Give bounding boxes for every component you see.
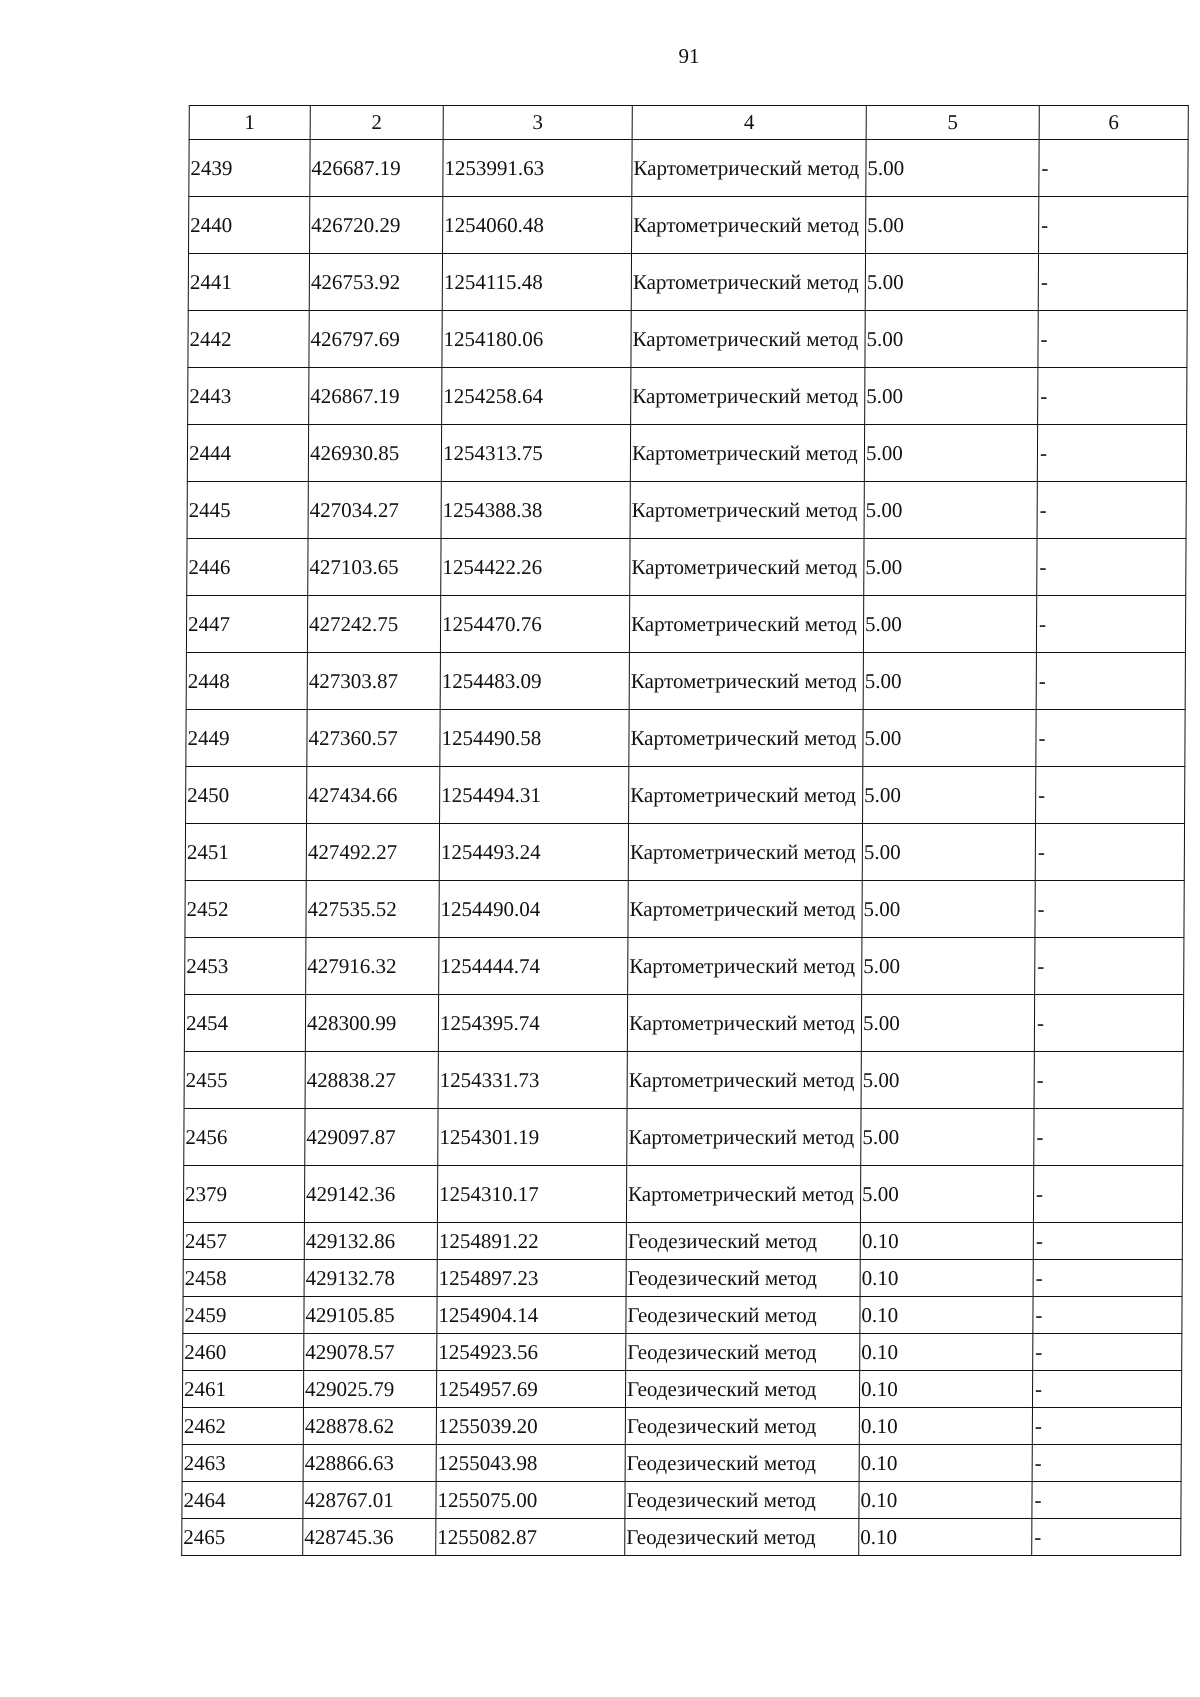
method-cell: Геодезический метод: [626, 1223, 860, 1260]
accuracy-cell: 5.00: [862, 824, 1035, 881]
x-coordinate-cell: 427492.27: [306, 824, 439, 881]
note-cell: -: [1033, 1223, 1182, 1260]
method-cell: Картометрический метод: [630, 539, 864, 596]
method-cell: Картометрический метод: [629, 767, 863, 824]
table-row: [183, 1334, 1182, 1371]
table-row: [184, 1109, 1183, 1166]
x-coordinate-cell: 427535.52: [306, 881, 439, 938]
note-cell: -: [1036, 653, 1185, 710]
point-number-cell: 2445: [187, 482, 308, 539]
point-number-cell: 2441: [188, 254, 309, 311]
note-cell: -: [1032, 1445, 1181, 1482]
method-cell: Картометрический метод: [630, 425, 864, 482]
accuracy-cell: 5.00: [865, 311, 1038, 368]
table-row: [186, 767, 1185, 824]
note-cell: -: [1033, 1166, 1182, 1223]
accuracy-cell: 5.00: [864, 482, 1037, 539]
column-header: 2: [310, 106, 443, 140]
y-coordinate-cell: 1254957.69: [436, 1371, 625, 1408]
method-cell: Картометрический метод: [628, 938, 862, 995]
accuracy-cell: 5.00: [862, 881, 1035, 938]
method-cell: Картометрический метод: [628, 881, 862, 938]
point-number-cell: 2449: [186, 710, 307, 767]
accuracy-cell: 0.10: [859, 1445, 1032, 1482]
accuracy-cell: 5.00: [865, 368, 1038, 425]
y-coordinate-cell: 1255082.87: [436, 1519, 625, 1556]
note-cell: -: [1035, 824, 1184, 881]
point-number-cell: 2459: [183, 1297, 304, 1334]
y-coordinate-cell: 1255075.00: [436, 1482, 625, 1519]
table-row: [187, 539, 1186, 596]
table-row: [185, 938, 1184, 995]
accuracy-cell: 5.00: [860, 1166, 1033, 1223]
method-cell: Картометрический метод: [629, 710, 863, 767]
note-cell: -: [1037, 425, 1186, 482]
accuracy-cell: 0.10: [860, 1260, 1033, 1297]
table-row: [187, 425, 1186, 482]
page-number: 91: [678, 44, 700, 68]
method-cell: Картометрический метод: [631, 254, 865, 311]
x-coordinate-cell: 428745.36: [303, 1519, 436, 1556]
point-number-cell: 2448: [186, 653, 307, 710]
table-row: [183, 1297, 1182, 1334]
table-row: [182, 1371, 1181, 1408]
method-cell: Геодезический метод: [625, 1445, 859, 1482]
x-coordinate-cell: 428878.62: [303, 1408, 436, 1445]
table-row: [188, 311, 1187, 368]
method-cell: Геодезический метод: [626, 1334, 860, 1371]
x-coordinate-cell: 426930.85: [308, 425, 441, 482]
method-cell: Картометрический метод: [631, 311, 865, 368]
accuracy-cell: 5.00: [861, 1052, 1034, 1109]
x-coordinate-cell: 427434.66: [307, 767, 440, 824]
point-number-cell: 2462: [182, 1408, 303, 1445]
y-coordinate-cell: 1254395.74: [438, 995, 627, 1052]
table-row: [186, 653, 1185, 710]
point-number-cell: 2452: [185, 881, 306, 938]
table-row: [183, 1166, 1182, 1223]
accuracy-cell: 5.00: [864, 539, 1037, 596]
y-coordinate-cell: 1254494.31: [440, 767, 629, 824]
accuracy-cell: 5.00: [864, 425, 1037, 482]
table-row: [187, 482, 1186, 539]
accuracy-cell: 0.10: [859, 1482, 1032, 1519]
note-cell: -: [1039, 140, 1188, 197]
y-coordinate-cell: 1254331.73: [438, 1052, 627, 1109]
x-coordinate-cell: 427103.65: [308, 539, 441, 596]
method-cell: Картометрический метод: [630, 482, 864, 539]
accuracy-cell: 0.10: [859, 1519, 1032, 1556]
method-cell: Картометрический метод: [626, 1166, 860, 1223]
point-number-cell: 2463: [182, 1445, 303, 1482]
point-number-cell: 2453: [185, 938, 306, 995]
table-row: [189, 140, 1188, 197]
y-coordinate-cell: 1254904.14: [437, 1297, 626, 1334]
y-coordinate-cell: 1255039.20: [436, 1408, 625, 1445]
y-coordinate-cell: 1254115.48: [442, 254, 631, 311]
table-row: [183, 1223, 1182, 1260]
table-row: [182, 1482, 1181, 1519]
y-coordinate-cell: 1254923.56: [437, 1334, 626, 1371]
accuracy-cell: 0.10: [860, 1223, 1033, 1260]
point-number-cell: 2447: [186, 596, 307, 653]
method-cell: Картометрический метод: [628, 824, 862, 881]
point-number-cell: 2460: [183, 1334, 304, 1371]
y-coordinate-cell: 1254490.58: [440, 710, 629, 767]
method-cell: Геодезический метод: [625, 1482, 859, 1519]
x-coordinate-cell: 426867.19: [309, 368, 442, 425]
note-cell: -: [1032, 1408, 1181, 1445]
table-row: [189, 197, 1188, 254]
table-row: [183, 1260, 1182, 1297]
accuracy-cell: 5.00: [863, 596, 1036, 653]
table-row: [182, 1408, 1181, 1445]
accuracy-cell: 5.00: [862, 938, 1035, 995]
point-number-cell: 2439: [189, 140, 310, 197]
y-coordinate-cell: 1254180.06: [442, 311, 631, 368]
note-cell: -: [1038, 368, 1187, 425]
x-coordinate-cell: 429132.78: [304, 1260, 437, 1297]
table-row: [185, 824, 1184, 881]
note-cell: -: [1039, 197, 1188, 254]
point-number-cell: 2450: [186, 767, 307, 824]
table-header-row: [189, 106, 1188, 140]
x-coordinate-cell: 428866.63: [303, 1445, 436, 1482]
point-number-cell: 2443: [188, 368, 309, 425]
accuracy-cell: 5.00: [866, 197, 1039, 254]
coordinates-table: [181, 105, 1189, 1556]
note-cell: -: [1033, 1260, 1182, 1297]
point-number-cell: 2455: [184, 1052, 305, 1109]
y-coordinate-cell: 1253991.63: [443, 140, 632, 197]
accuracy-cell: 5.00: [865, 254, 1038, 311]
y-coordinate-cell: 1254313.75: [441, 425, 630, 482]
y-coordinate-cell: 1254470.76: [440, 596, 629, 653]
x-coordinate-cell: 427303.87: [307, 653, 440, 710]
point-number-cell: 2442: [188, 311, 309, 368]
accuracy-cell: 5.00: [863, 710, 1036, 767]
note-cell: -: [1035, 938, 1184, 995]
table-row: [185, 881, 1184, 938]
method-cell: Картометрический метод: [631, 368, 865, 425]
note-cell: -: [1036, 710, 1185, 767]
table-row: [184, 1052, 1183, 1109]
x-coordinate-cell: 429105.85: [304, 1297, 437, 1334]
point-number-cell: 2444: [187, 425, 308, 482]
point-number-cell: 2461: [182, 1371, 303, 1408]
note-cell: -: [1037, 482, 1186, 539]
note-cell: -: [1035, 881, 1184, 938]
accuracy-cell: 0.10: [859, 1371, 1032, 1408]
note-cell: -: [1033, 1334, 1182, 1371]
x-coordinate-cell: 427242.75: [307, 596, 440, 653]
method-cell: Картометрический метод: [629, 653, 863, 710]
point-number-cell: 2446: [187, 539, 308, 596]
table-row: [186, 710, 1185, 767]
note-cell: -: [1034, 995, 1183, 1052]
table-row: [188, 254, 1187, 311]
method-cell: Геодезический метод: [626, 1297, 860, 1334]
method-cell: Картометрический метод: [632, 197, 866, 254]
column-header: 3: [443, 106, 632, 140]
x-coordinate-cell: 426720.29: [310, 197, 443, 254]
method-cell: Картометрический метод: [627, 995, 861, 1052]
x-coordinate-cell: 429078.57: [304, 1334, 437, 1371]
y-coordinate-cell: 1254258.64: [442, 368, 631, 425]
x-coordinate-cell: 428767.01: [303, 1482, 436, 1519]
method-cell: Геодезический метод: [625, 1519, 859, 1556]
note-cell: -: [1034, 1052, 1183, 1109]
point-number-cell: 2440: [189, 197, 310, 254]
point-number-cell: 2457: [183, 1223, 304, 1260]
method-cell: Картометрический метод: [627, 1052, 861, 1109]
note-cell: -: [1036, 596, 1185, 653]
accuracy-cell: 0.10: [860, 1297, 1033, 1334]
x-coordinate-cell: 429025.79: [303, 1371, 436, 1408]
y-coordinate-cell: 1254444.74: [439, 938, 628, 995]
column-header: 4: [632, 106, 866, 140]
y-coordinate-cell: 1254422.26: [441, 539, 630, 596]
x-coordinate-cell: 429132.86: [304, 1223, 437, 1260]
y-coordinate-cell: 1254388.38: [441, 482, 630, 539]
accuracy-cell: 5.00: [863, 767, 1036, 824]
y-coordinate-cell: 1254891.22: [437, 1223, 626, 1260]
x-coordinate-cell: 427034.27: [308, 482, 441, 539]
table-row: [186, 596, 1185, 653]
accuracy-cell: 5.00: [861, 1109, 1034, 1166]
method-cell: Геодезический метод: [625, 1408, 859, 1445]
point-number-cell: 2464: [182, 1482, 303, 1519]
point-number-cell: 2456: [184, 1109, 305, 1166]
column-header: 1: [189, 106, 310, 140]
accuracy-cell: 0.10: [860, 1334, 1033, 1371]
accuracy-cell: 5.00: [861, 995, 1034, 1052]
note-cell: -: [1037, 539, 1186, 596]
x-coordinate-cell: 429142.36: [304, 1166, 437, 1223]
accuracy-cell: 0.10: [859, 1408, 1032, 1445]
y-coordinate-cell: 1254060.48: [443, 197, 632, 254]
method-cell: Картометрический метод: [627, 1109, 861, 1166]
point-number-cell: 2454: [184, 995, 305, 1052]
accuracy-cell: 5.00: [863, 653, 1036, 710]
method-cell: Геодезический метод: [626, 1260, 860, 1297]
y-coordinate-cell: 1255043.98: [436, 1445, 625, 1482]
y-coordinate-cell: 1254310.17: [437, 1166, 626, 1223]
table-row: [188, 368, 1187, 425]
y-coordinate-cell: 1254897.23: [437, 1260, 626, 1297]
y-coordinate-cell: 1254490.04: [439, 881, 628, 938]
x-coordinate-cell: 428838.27: [305, 1052, 438, 1109]
y-coordinate-cell: 1254493.24: [439, 824, 628, 881]
note-cell: -: [1036, 767, 1185, 824]
point-number-cell: 2451: [185, 824, 306, 881]
y-coordinate-cell: 1254301.19: [438, 1109, 627, 1166]
x-coordinate-cell: 427916.32: [306, 938, 439, 995]
table-row: [184, 995, 1183, 1052]
column-header: 5: [866, 106, 1039, 140]
x-coordinate-cell: 426753.92: [309, 254, 442, 311]
note-cell: -: [1038, 254, 1187, 311]
x-coordinate-cell: 426797.69: [309, 311, 442, 368]
note-cell: -: [1032, 1371, 1181, 1408]
column-header: 6: [1039, 106, 1188, 140]
method-cell: Картометрический метод: [629, 596, 863, 653]
method-cell: Геодезический метод: [625, 1371, 859, 1408]
y-coordinate-cell: 1254483.09: [440, 653, 629, 710]
note-cell: -: [1038, 311, 1187, 368]
accuracy-cell: 5.00: [866, 140, 1039, 197]
table-row: [182, 1445, 1181, 1482]
table-row: [182, 1519, 1181, 1556]
point-number-cell: 2458: [183, 1260, 304, 1297]
point-number-cell: 2379: [183, 1166, 304, 1223]
x-coordinate-cell: 427360.57: [307, 710, 440, 767]
point-number-cell: 2465: [182, 1519, 303, 1556]
note-cell: -: [1034, 1109, 1183, 1166]
method-cell: Картометрический метод: [632, 140, 866, 197]
note-cell: -: [1033, 1297, 1182, 1334]
note-cell: -: [1032, 1482, 1181, 1519]
x-coordinate-cell: 429097.87: [305, 1109, 438, 1166]
x-coordinate-cell: 428300.99: [305, 995, 438, 1052]
x-coordinate-cell: 426687.19: [310, 140, 443, 197]
note-cell: -: [1032, 1519, 1181, 1556]
